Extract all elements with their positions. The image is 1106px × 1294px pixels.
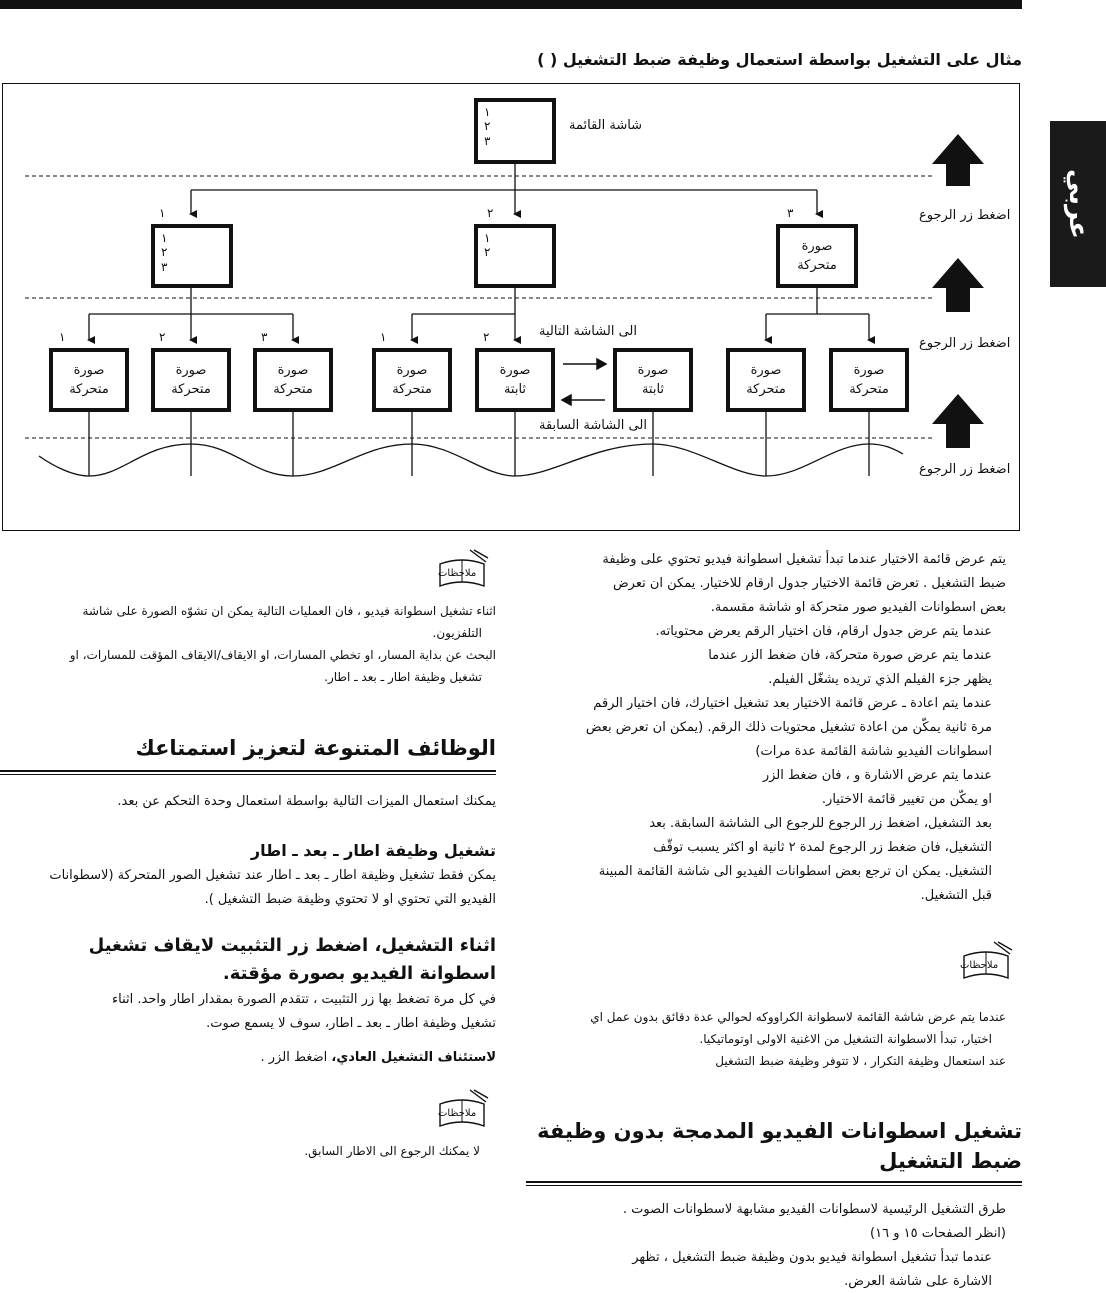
return-label-3: اضغط زر الرجوع bbox=[919, 462, 1011, 477]
leaf-moving-box-5: صورة متحركة bbox=[726, 348, 806, 412]
return-label-1: اضغط زر الرجوع bbox=[919, 208, 1011, 223]
functions-intro: يمكنك استعمال الميزات التالية بواسطة استعمال وحدة التحكم عن بعد. bbox=[117, 794, 496, 809]
resume-line bbox=[2, 1046, 496, 1070]
resume-bold: لاستئناف التشغيل العادي، bbox=[331, 1050, 496, 1065]
notes-label-right: ملاحظات bbox=[960, 960, 999, 971]
right-intro: يتم عرض قائمة الاختيار عندما تبدأ تشغيل اسطوانة فيديو تحتوي على وظيفة ضبط التشغيل . تعرض قائمة الاختيار جدول ارقام للاختيار. يمكن ان تعرض بعض اسطوانات الفيديو صور متحركة او شاشة مقسمة. عندما يتم عرض جدول ارقام، فان اختيار الرقم يعرض محتوياته. عندما يتم عرض صورة متحركة، فان ضغط الزر عندما يظهر جزء الفيلم الذي تريده يشغّل الفيلم. عندما يتم اعادة ـ عرض قائمة الاختيار بعد تشغيل اختيارك، فان اختيار الرقم مرة ثانية يمكّن من اعادة تشغيل محتويات ذلك الرقم. (يمكن ان تعرض بعض اسطوانات الفيديو شاشة القائمة عدة مرات) عندما يتم عرض الاشارة و ، فان ضغط الزر او يمكّن من تغيير قائمة الاختيار. بعد التشغيل، اضغط زر الرجوع للرجوع الى الشاشة السابقة. بعد التشغيل، فان ضغط زر الرجوع لمدة ٢ ثانية او اكثر يسبب توقّف التشغيل. يمكن ان ترجع بعض اسطوانات الفيديو الى شاشة القائمة المبينة قبل التشغيل. bbox=[585, 552, 1006, 903]
playback-control-diagram bbox=[2, 83, 1020, 531]
frame-body: يمكن فقط تشغيل وظيفة اطار ـ بعد ـ اطار عند تشغيل الصور المتحركة (لاسطوانات الفيديو التي تحتوي او لا تحتوي وظيفة ضبط التشغيل ). bbox=[49, 868, 496, 907]
branch-num-3: ٣ bbox=[787, 206, 794, 220]
sub-num-3a: ٣ bbox=[261, 330, 268, 344]
right-notes: عندما يتم عرض شاشة القائمة لاسطوانة الكراووكه لحوالي عدة دقائق بدون عمل اي اختيار، تبدأ الاسطوانة التشغيل من الاغنية الاولى اوتوماتيكيا. عند استعمال وظيفة التكرار ، لا تتوفر وظيفة ضبط التشغيل bbox=[590, 1010, 1006, 1068]
branch-num-1: ١ bbox=[159, 206, 166, 220]
notes-label-left-2: ملاحظات bbox=[438, 1108, 477, 1119]
leaf-still-box-2: صورة ثابتة bbox=[613, 348, 693, 412]
submenu-box-3: ١ ٢ ٣ bbox=[151, 224, 233, 288]
return-label-2: اضغط زر الرجوع bbox=[919, 336, 1011, 351]
top-bar bbox=[0, 0, 1022, 9]
leaf-moving-box-2: صورة متحركة bbox=[151, 348, 231, 412]
functions-heading: الوظائف المتنوعة لتعزيز استمتاعك bbox=[135, 736, 496, 760]
notes-label-left: ملاحظات bbox=[438, 568, 477, 579]
moving-picture-box: صورة متحركة bbox=[776, 224, 858, 288]
resume-rest: اضغط الزر . bbox=[260, 1050, 332, 1065]
leaf-still-box-1: صورة ثابتة bbox=[475, 348, 555, 412]
no-pbc-heading: تشغيل اسطوانات الفيديو المدمجة بدون وظيفة ضبط التشغيل bbox=[537, 1119, 1022, 1173]
menu-screen-label: شاشة القائمة bbox=[569, 118, 643, 133]
menu-screen-box: ١ ٢ ٣ bbox=[474, 98, 556, 164]
left-notes: اثناء تشغيل اسطوانة فيديو ، فان العمليات التالية يمكن ان تشوّه الصورة على شاشة التلفزيون. البحث عن بداية المسار، او تخطي المسارات، او الايقاف/الايقاف المؤقت للمسارات، او تشغيل وظيفة اطار ـ بعد ـ اطار. bbox=[69, 604, 496, 684]
left-note-2: لا يمكنك الرجوع الى الاطار السابق. bbox=[304, 1144, 480, 1158]
sub-num-2b: ٢ bbox=[483, 330, 490, 344]
right-body: طرق التشغيل الرئيسية لاسطوانات الفيديو مشابهة لاسطوانات الصوت . (انظر الصفحات ١٥ و ١٦) عندما تبدأ تشغيل اسطوانة فيديو بدون وظيفة ضبط التشغيل ، تظهر الاشارة على شاشة العرض. bbox=[622, 1202, 1006, 1289]
heading-rule-left bbox=[0, 770, 496, 775]
pause-body: في كل مرة تضغط بها زر التثبيت ، تتقدم الصورة بمقدار اطار واحد. اثناء تشغيل وظيفة اطار ـ بعد ـ اطار، سوف لا يسمع صوت. bbox=[112, 992, 496, 1031]
heading-rule-right bbox=[526, 1181, 1022, 1186]
diagram-title: مثال على التشغيل بواسطة استعمال وظيفة ضبط التشغيل ( ) bbox=[537, 50, 1022, 69]
frame-heading: تشغيل وظيفة اطار ـ بعد ـ اطار bbox=[250, 841, 496, 860]
pause-heading: اثناء التشغيل، اضغط زر التثبيت لايقاف تشغيل اسطوانة الفيديو بصورة مؤقتة. bbox=[88, 935, 496, 984]
next-screen-label: الى الشاشة التالية bbox=[539, 324, 637, 339]
prev-screen-label: الى الشاشة السابقة bbox=[539, 418, 647, 433]
language-tab: عربي bbox=[1050, 121, 1106, 287]
leaf-moving-box-6: صورة متحركة bbox=[829, 348, 909, 412]
branch-num-2: ٢ bbox=[487, 206, 494, 220]
leaf-moving-box-4: صورة متحركة bbox=[372, 348, 452, 412]
leaf-moving-box-1: صورة متحركة bbox=[49, 348, 129, 412]
sub-num-1b: ١ bbox=[380, 330, 387, 344]
submenu-box-2: ١ ٢ bbox=[474, 224, 556, 288]
leaf-moving-box-3: صورة متحركة bbox=[253, 348, 333, 412]
sub-num-1a: ١ bbox=[59, 330, 66, 344]
sub-num-2a: ٢ bbox=[159, 330, 166, 344]
